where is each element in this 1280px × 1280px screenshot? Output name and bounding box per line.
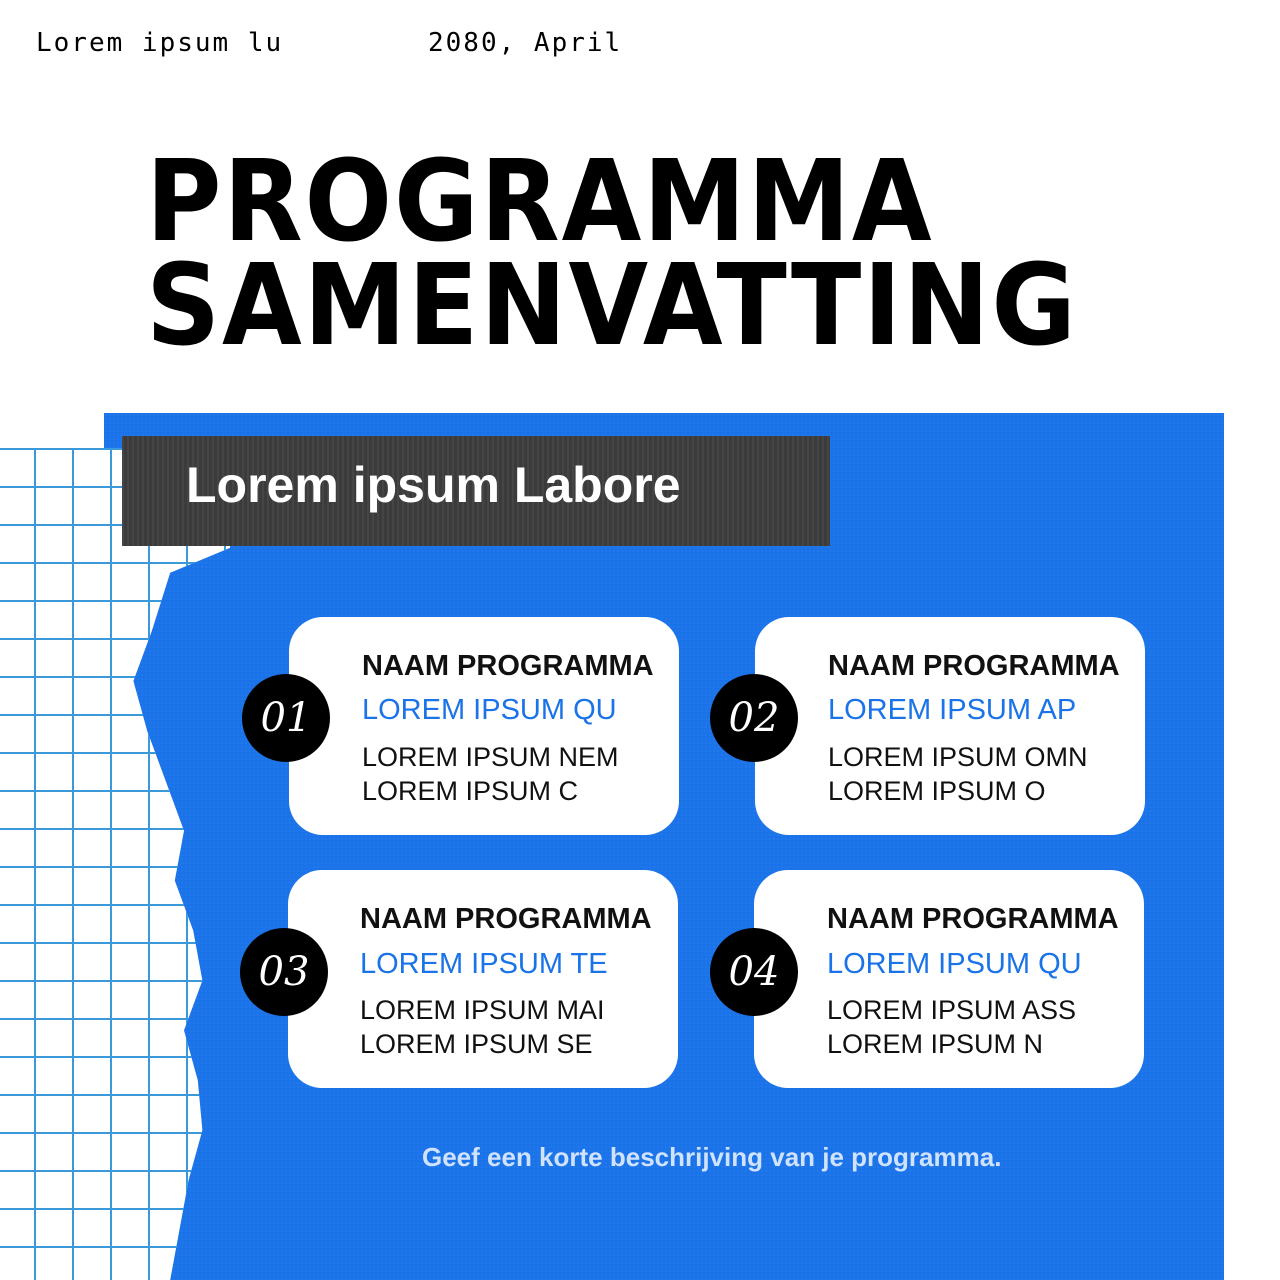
program-card-1-subtitle: LOREM IPSUM QU	[362, 694, 617, 726]
program-number-badge-2: 02	[710, 674, 798, 762]
program-card-4-line-1: LOREM IPSUM ASS	[827, 995, 1077, 1025]
program-card-2-subtitle: LOREM IPSUM AP	[828, 694, 1077, 726]
program-number-badge-4: 04	[710, 928, 798, 1016]
program-card-1-line-2: LOREM IPSUM C	[362, 776, 579, 806]
program-card-1-heading: NAAM PROGRAMMA	[362, 650, 654, 682]
page-title	[146, 137, 1078, 371]
footer-description: Geef een korte beschrijving van je programma.	[422, 1142, 1002, 1172]
header-left-text: Lorem ipsum lu	[36, 28, 284, 58]
program-card-2-line-2: LOREM IPSUM O	[828, 776, 1046, 806]
header-date: 2080, April	[428, 28, 623, 58]
page-title-line-1: PROGRAMMA	[146, 137, 934, 267]
program-card-2-heading: NAAM PROGRAMMA	[828, 650, 1120, 682]
section-label: Lorem ipsum Labore	[186, 457, 681, 513]
program-number-badge-1: 01	[242, 674, 330, 762]
program-card-4-heading: NAAM PROGRAMMA	[827, 903, 1119, 935]
program-card-3-line-2: LOREM IPSUM SE	[360, 1029, 593, 1059]
program-card-1-line-1: LOREM IPSUM NEM	[362, 742, 619, 772]
program-card-3-subtitle: LOREM IPSUM TE	[360, 948, 608, 980]
program-card-3-line-1: LOREM IPSUM MAI	[360, 995, 605, 1025]
program-card-4-line-2: LOREM IPSUM N	[827, 1029, 1044, 1059]
program-number-badge-3: 03	[240, 928, 328, 1016]
page-title-line-2: SAMENVATTING	[146, 241, 1078, 371]
program-card-3-heading: NAAM PROGRAMMA	[360, 903, 652, 935]
program-card-4-subtitle: LOREM IPSUM QU	[827, 948, 1082, 980]
program-card-2-line-1: LOREM IPSUM OMN	[828, 742, 1088, 772]
